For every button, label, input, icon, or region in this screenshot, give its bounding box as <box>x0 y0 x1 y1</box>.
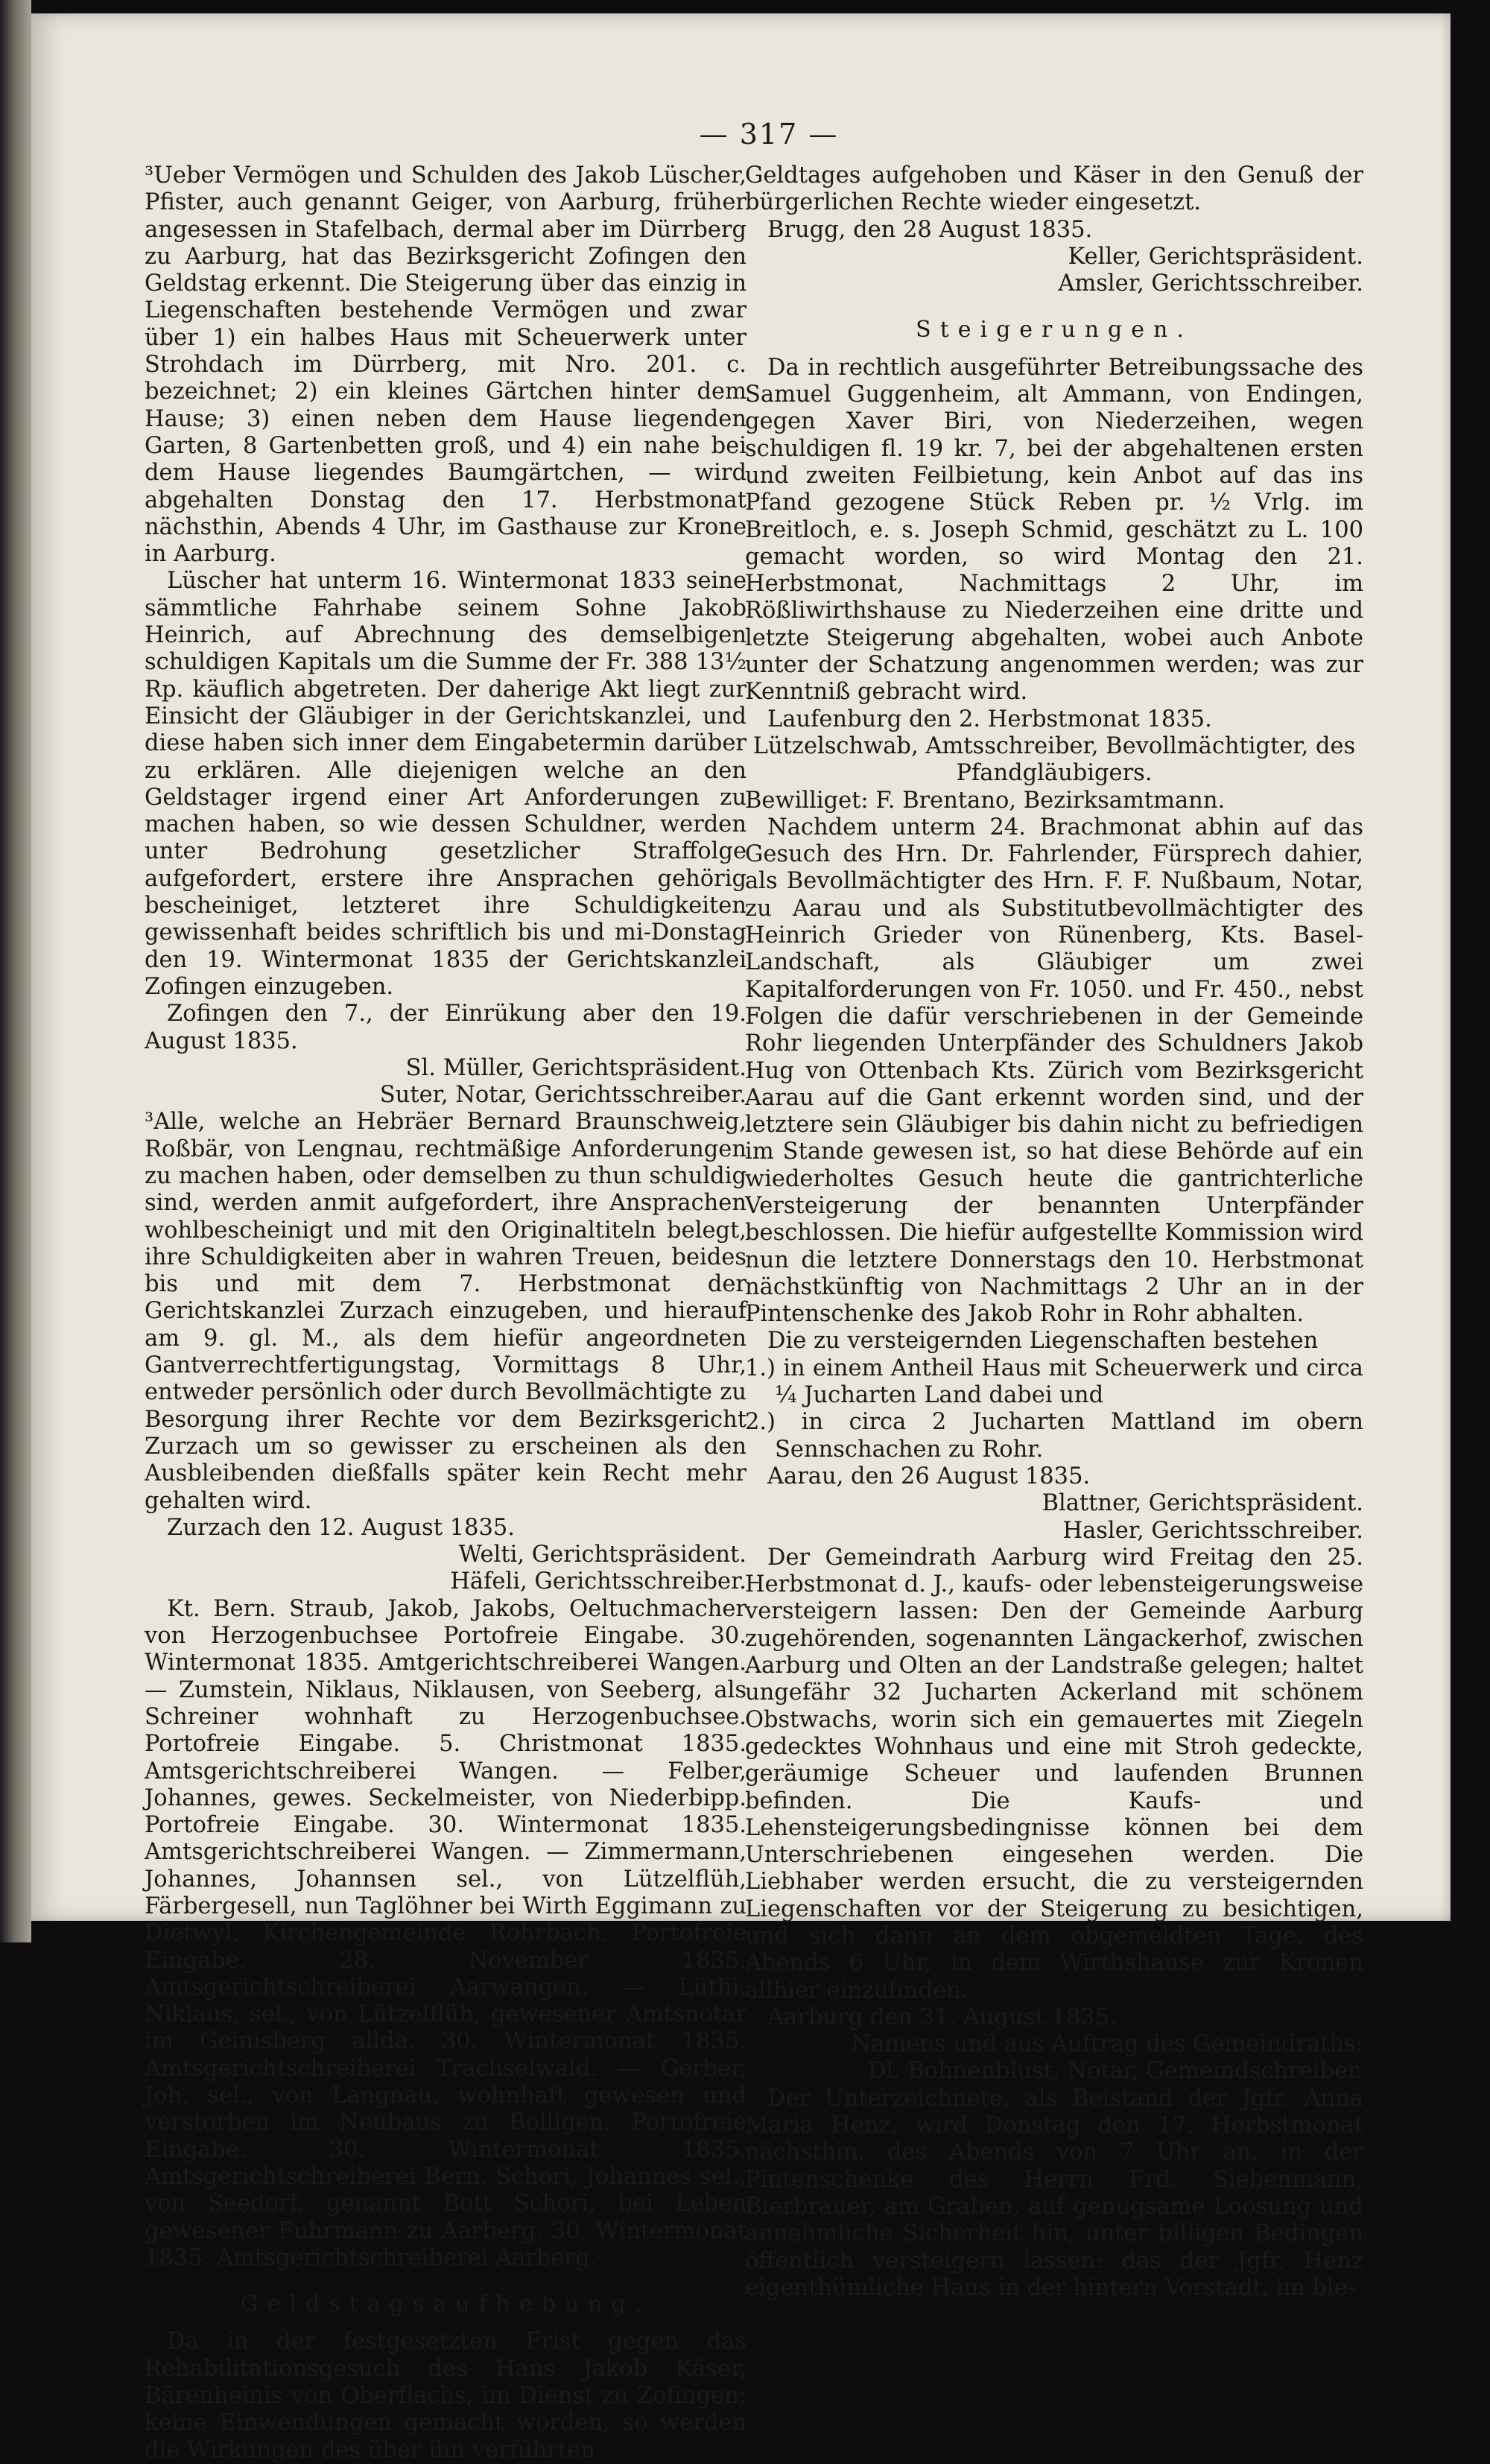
book-spine <box>0 0 31 1942</box>
guggenheim-date: Laufenburg den 2. Herbstmonat 1835. <box>767 706 1212 732</box>
bern-notices: Kt. Bern. Straub, Jakob, Jakobs, Oeltuchmacher von Herzogenbuchsee Portofreie Eingabe. 30. Wintermonat 1835. Amtgerichtschreiberei Wangen. — Zumstein, Niklaus, Niklausen, von Seeberg, als Schreiner wohnhaft zu Herzogenbuchsee. Portofreie Eingabe. 5. Christmonat 1835. Amtsgerichtschreiberei Wangen. — Felber, Johannes, gewes. Seckelmeister, von Niederbipp. Portofreie Eingabe. 30. Wintermonat 1835. Amtsgerichtschreiberei Wangen. — Zimmermann, Johannes, Johannsen sel., von Lützelflüh, Färbergesell, nun Taglöhner bei Wirth Eggimann zu Dietwyl, Kirchengemeinde Rohrbach. Portofreie Eingabe. 28. November 1835. Amtsgerichtschreiberei Aarwangen. — Lüthi, Niklaus, sel., von Lützelflüh, gewesener Amtsnotar im Geinisberg allda. 30. Wintermonat 1835. Amtsgerichtschreiberei Trachselwald. — Gerber, Joh. sel., von Langnau, wohnhaft gewesen und verstorben im Neubaus zu Bolligen. Portofreie Eingabe. 30. Wintermonat 1835. Amtsgerichtschreiberei Bern. Schori, Johannes sel., von Seedorf, genannt Bott Schori, bei Leben gewesener Fuhrmann zu Aarberg. 30. Wintermonat 1835. Amtsgerichtschreiberei Aarberg. <box>145 1595 746 2271</box>
luescher-notice-continued: Lüscher hat unterm 16. Wintermonat 1833 seine sämmtliche Fahrhabe seinem Sohne Jakob Heinrich, auf Abrechnung des demselbigen schuldigen Kapitals um die Summe der Fr. 388 13½ Rp. käuflich abgetreten. Der daherige Akt liegt zur Einsicht der Gläubiger in der Gerichtskanzlei, und diese haben sich inner dem Eingabetermin darüber zu erklären. Alle diejenigen welche an den Geldstager irgend einer Art Anforderungen zu machen haben, so wie dessen Schuldner, werden unter Bedrohung gesetzlicher Straffolge aufgefordert, erstere ihre Ansprachen gehörig bescheiniget, letzteret ihre Schuldigkeiten gewissenhaft beides schriftlich bis und mi-Donstag den 19. Wintermonat 1835 der Gerichtskanzlei Zofingen einzugeben. <box>145 568 746 1000</box>
kaeser-date: Brugg, den 28 August 1835. <box>767 216 1093 243</box>
nussbaum-notice: Nachdem unterm 24. Brachmonat abhin auf das Gesuch des Hrn. Dr. Fahrlender, Fürsprech dahier, als Bevollmächtigter des Hrn. F. F. Nußbaum, Notar, zu Aarau und als Substitutbevollmächtigter des Heinrich Grieder von Rünenberg, Kts. Basel-Landschaft, als Gläubiger um zwei Kapitalforderungen von Fr. 1050. und Fr. 450., nebst Folgen die dafür verschriebenen in der Gemeinde Rohr liegenden Unterpfänder des Schuldners Jakob Hug von Ottenbach Kts. Zürich vom Bezirksgericht Aarau auf die Gant erkennt worden sind, und der letztere sein Gläubiger bis dahin nicht zu befriedigen im Stande gewesen ist, so hat diese Behörde auf ein wiederholtes Gesuch heute die gantrichterliche Versteigerung der benannten Unterpfänder beschlossen. Die hiefür aufgestellte Kommission wird nun die letztere Donnerstags den 10. Herbstmonat nächstkünftig von Nachmittags 2 Uhr an in der Pintenschenke des Jakob Rohr in Rohr abhalten. <box>745 814 1363 1328</box>
aarburg-signature-line1: Namens und aus Auftrag des Gemeindraths: <box>851 2031 1363 2058</box>
page-number: — 317 — <box>699 118 839 151</box>
kaeser-notice-start: Da in der festgesetzten Frist gegen das Rehabilitationsgesuch des Hans Jakob Käser, Bärenheinis von Oberflachs, im Dienst zu Zofingen; keine Einwendungen gemacht worden, so werden die Wirkungen des über ihn verführten <box>145 2328 746 2463</box>
braunschweig-date: Zurzach den 12. August 1835. <box>167 1514 515 1541</box>
aarburg-notice: Der Gemeindrath Aarburg wird Freitag den 25. Herbstmonat d. J., kaufs- oder lebensteigerungsweise versteigern lassen: Den der Gemeinde Aarburg zugehörenden, sogenannten Längackerhof, zwischen Aarburg und Olten an der Landstraße gelegen; haltet ungefähr 32 Jucharten Ackerland mit schönem Obstwachs, worin sich ein gemauertes mit Ziegeln gedecktes Wohnhaus und eine mit Stroh gedeckte, geräumige Scheuer und laufenden Brunnen befinden. Die Kaufs- und Lehensteigerungsbedingnisse können bei dem Unterschriebenen eingesehen werden. Die Liebhaber werden ersucht, die zu versteigernden Liegenschaften vor der Steigerung zu besichtigen, und sich dann an dem obgemeldten Tage, des Abends 6 Uhr, in dem Wirthshause zur Kronen allhier einzufinden. <box>745 1544 1364 2004</box>
aarburg-date: Aarburg den 31. August 1835. <box>767 2004 1117 2030</box>
aarau-signature-president: Blattner, Gerichtspräsident. <box>1042 1490 1363 1517</box>
left-column <box>145 162 746 2464</box>
aarburg-signature-line2: Dl. Bohnenblust, Notar, Gemeindschreiber. <box>867 2058 1363 2085</box>
kaeser-signature-president: Keller, Gerichtspräsident. <box>1068 243 1363 270</box>
newspaper-page <box>31 13 1451 2463</box>
braunschweig-signature-clerk: Häfeli, Gerichtsschreiber. <box>450 1568 746 1595</box>
property-item-2: 2.) in circa 2 Jucharten Mattland im obern Sennschachen zu Rohr. <box>745 1409 1363 1463</box>
luescher-signature-president: Sl. Müller, Gerichtspräsident. <box>405 1054 746 1081</box>
henz-notice: Der Unterzeichnete, als Beistand der Jgfr. Anna Maria Henz, wird Donstag den 17. Herbstmonat nächsthin, des Abends von 7 Uhr an, in der Pintenschenke des Herrn Frd. Siebenmann, Bierbrauer, am Graben, auf genugsame Loosung und annehmliche Sicherheit hin, unter billigen Bedingen öffentlich versteigern lassen: das der Jgfr. Henz eigenthümliche Haus in der hintern Vorstadt, im ble- <box>745 2085 1363 2301</box>
property-item-1: 1.) in einem Antheil Haus mit Scheuerwerk und circa ¼ Jucharten Land dabei und <box>745 1355 1363 1409</box>
aarau-signature-clerk: Hasler, Gerichtsschreiber. <box>1062 1517 1363 1544</box>
luescher-date: Zofingen den 7., der Einrükung aber den 19. August 1835. <box>145 1001 746 1054</box>
braunschweig-notice: ³Alle, welche an Hebräer Bernard Braunschweig, Roßbär, von Lengnau, rechtmäßige Anforderungen zu machen haben, oder demselben zu thun schuldig sind, werden anmit aufgefordert, ihre Ansprachen wohlbescheinigt und mit den Originaltiteln belegt, ihre Schuldigkeiten aber in wahren Treuen, beides bis und mit dem 7. Herbstmonat der Gerichtskanzlei Zurzach einzugeben, und hierauf am 9. gl. M., als dem hiefür angeordneten Gantverrechtfertigungstag, Vormittags 8 Uhr, entweder persönlich oder durch Bevollmächtigte zu Besorgung ihrer Rechte vor dem Bezirksgericht Zurzach um so gewisser zu erscheinen als den Ausbleibenden dießfalls später kein Recht mehr gehalten wird. <box>145 1109 746 1514</box>
luescher-notice: ³Ueber Vermögen und Schulden des Jakob Lüscher, Pfister, auch genannt Geiger, von Aarburg, früher angesessen in Stafelbach, dermal aber im Dürrberg zu Aarburg, hat das Bezirksgericht Zofingen den Geldstag erkennt. Die Steigerung über das einzig in Liegenschaften bestehende Vermögen und zwar über 1) ein halbes Haus mit Scheuerwerk unter Strohdach im Dürrberg, mit Nro. 201. c. bezeichnet; 2) ein kleines Gärtchen hinter dem Hause; 3) einen neben dem Hause liegenden Garten, 8 Gartenbetten groß, und 4) ein nahe bei dem Hause liegendes Baumgärtchen, — wird abgehalten Donstag den 17. Herbstmonat nächsthin, Abends 4 Uhr, im Gasthause zur Krone in Aarburg. <box>145 162 746 568</box>
section-heading-steigerungen: Steigerungen. <box>916 317 1193 343</box>
right-column <box>745 162 1363 2302</box>
section-heading-geldstagsaufhebung: Geldstagsaufhebung. <box>240 2291 651 2318</box>
kaeser-notice-end: Geldtages aufgehoben und Käser in den Genuß der bürgerlichen Rechte wieder eingesetzt. <box>745 162 1363 216</box>
guggenheim-notice: Da in rechtlich ausgeführter Betreibungssache des Samuel Guggenheim, alt Ammann, von Endingen, gegen Xaver Biri, von Niederzeihen, wegen schuldigen fl. 19 kr. 7, bei der abgehaltenen ersten und zweiten Feilbietung, kein Anbot auf das ins Pfand gezogene Stück Reben pr. ½ Vrlg. im Breitloch, e. s. Joseph Schmid, geschätzt zu L. 100 gemacht worden, so wird Montag den 21. Herbstmonat, Nachmittags 2 Uhr, im Rößliwirthshause zu Niederzeihen eine dritte und letzte Steigerung abgehalten, wobei auch Anbote unter der Schatzung angenommen werden; was zur Kenntniß gebracht wird. <box>745 354 1363 706</box>
luescher-signature-clerk: Suter, Notar, Gerichtsschreiber. <box>379 1082 746 1109</box>
approval-line: Bewilliget: F. Brentano, Bezirksamtmann. <box>745 787 1226 814</box>
aarau-date: Aarau, den 26 August 1835. <box>767 1463 1091 1489</box>
guggenheim-signature: Lützelschwab, Amtsschreiber, Bevollmächtigter, des Pfandgläubigers. <box>752 732 1356 787</box>
kaeser-signature-clerk: Amsler, Gerichtsschreiber. <box>1058 270 1363 297</box>
items-intro: Die zu versteigernden Liegenschaften bestehen <box>767 1328 1319 1355</box>
property-list <box>745 1355 1363 1463</box>
braunschweig-signature-president: Welti, Gerichtspräsident. <box>458 1542 746 1568</box>
